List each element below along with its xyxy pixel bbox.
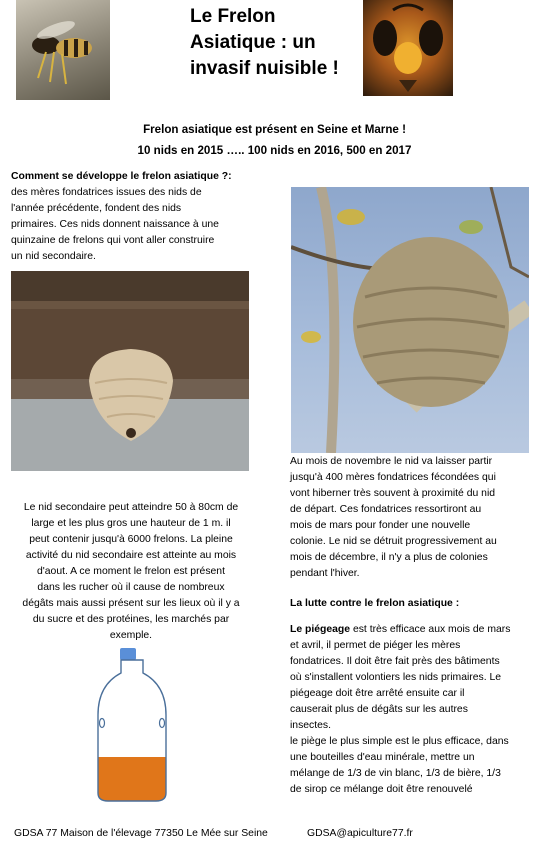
development-section	[11, 169, 251, 265]
november-line: de départ. Ces fondatrices ressortiront au	[290, 504, 482, 515]
trap-line: piégeage doit être arrêté ensuite car il	[290, 688, 465, 699]
development-line: primaires. Ces nids donnent naissance à une	[11, 219, 219, 230]
bottle-hole-left	[100, 719, 105, 728]
hornet-side-photo	[16, 0, 110, 100]
secondary-nest-line: peut contenir jusqu'à 6000 frelons. La pleine	[29, 534, 233, 545]
november-line: pendant l'hiver.	[290, 568, 360, 579]
trap-line: où s'installent volontiers les nids primaires. Le	[290, 672, 502, 683]
november-line: mois de mars pour fonder une nouvelle	[290, 520, 471, 531]
bottle-liquid	[98, 757, 166, 801]
november-line: vont hiberner très souvent à proximité du nid	[290, 488, 496, 499]
trap-first-word: Le piégeage	[290, 624, 351, 635]
footer-address: GDSA 77 Maison de l'élevage 77350 Le Mée sur Seine	[14, 828, 268, 839]
secondary-nest-photo	[291, 187, 529, 453]
primary-nest-photo	[11, 271, 249, 471]
secondary-nest-line: dégâts mais aussi présent sur les lieux où il y a	[22, 598, 240, 609]
november-line: Au mois de novembre le nid va laisser partir	[290, 456, 493, 467]
trap-line: causerait plus de dégâts sur les autres	[290, 704, 468, 715]
trap-line: et avril, il permet de piéger les mères	[290, 640, 461, 651]
trap-line-first	[290, 622, 535, 638]
november-line: jusqu'à 400 mères fondatrices fécondées qui	[290, 472, 496, 483]
title-line-2: Asiatique : un	[190, 32, 316, 53]
development-line: l'année précédente, fondent des nids	[11, 203, 182, 214]
november-line: colonie. Le nid se détruit progressivement au	[290, 536, 497, 547]
trap-line: une bouteilles d'eau minérale, mettre un	[290, 752, 475, 763]
trap-line: mélange de 1/3 de vin blanc, 1/3 de bière, 1/3	[290, 768, 501, 779]
secondary-nest-line: du sucre et des protéines, les marchés par	[32, 614, 230, 625]
footer-email[interactable]: GDSA@apiculture77.fr	[307, 828, 413, 839]
page-title	[190, 4, 360, 82]
trap-line: fondatrices. Il doit être fait près des bâtiments	[290, 656, 500, 667]
bottle-hole-right	[160, 719, 165, 728]
trap-line: de sirop ce mélange doit être renouvelé	[290, 784, 473, 795]
trap-line: le piège le plus simple est le plus efficace, dans	[290, 736, 509, 747]
secondary-nest-line: large et les plus gros une hauteur de 1 m. il	[31, 518, 231, 529]
november-section	[290, 454, 535, 582]
bottle-cap	[120, 648, 136, 660]
intro-line-1: Frelon asiatique est présent en Seine et Marne !	[143, 123, 406, 136]
secondary-nest-line: d'aout. A ce moment le frelon est présent	[37, 566, 225, 577]
secondary-nest-line: Le nid secondaire peut atteindre 50 à 80cm de	[23, 502, 239, 513]
title-line-1: Le Frelon	[190, 6, 276, 27]
fight-heading: La lutte contre le frelon asiatique :	[290, 598, 460, 609]
secondary-nest-line: activité du nid secondaire est atteinte au mois	[25, 550, 237, 561]
development-heading: Comment se développe le frelon asiatique ?:	[11, 171, 232, 182]
development-line: un nid secondaire.	[11, 251, 96, 262]
trap-line: insectes.	[290, 720, 332, 731]
secondary-nest-section	[8, 500, 254, 644]
trap-section	[290, 622, 535, 798]
development-line: quinzaine de frelons qui vont aller construire	[11, 235, 215, 246]
development-line: des mères fondatrices issues des nids de	[11, 187, 202, 198]
bottle-trap-illustration	[94, 645, 170, 805]
secondary-nest-line: exemple.	[109, 630, 153, 641]
trap-first-rest: est très efficace aux mois de mars	[350, 624, 511, 635]
title-line-3: invasif nuisible !	[190, 58, 339, 79]
intro-line-2: 10 nids en 2015 ….. 100 nids en 2016, 500 en 2017	[137, 144, 412, 157]
hornet-face-photo	[363, 0, 453, 96]
november-line: mois de décembre, il n'y a plus de colonies	[290, 552, 488, 563]
secondary-nest-line: dans les rucher où il cause de nombreux	[37, 582, 225, 593]
